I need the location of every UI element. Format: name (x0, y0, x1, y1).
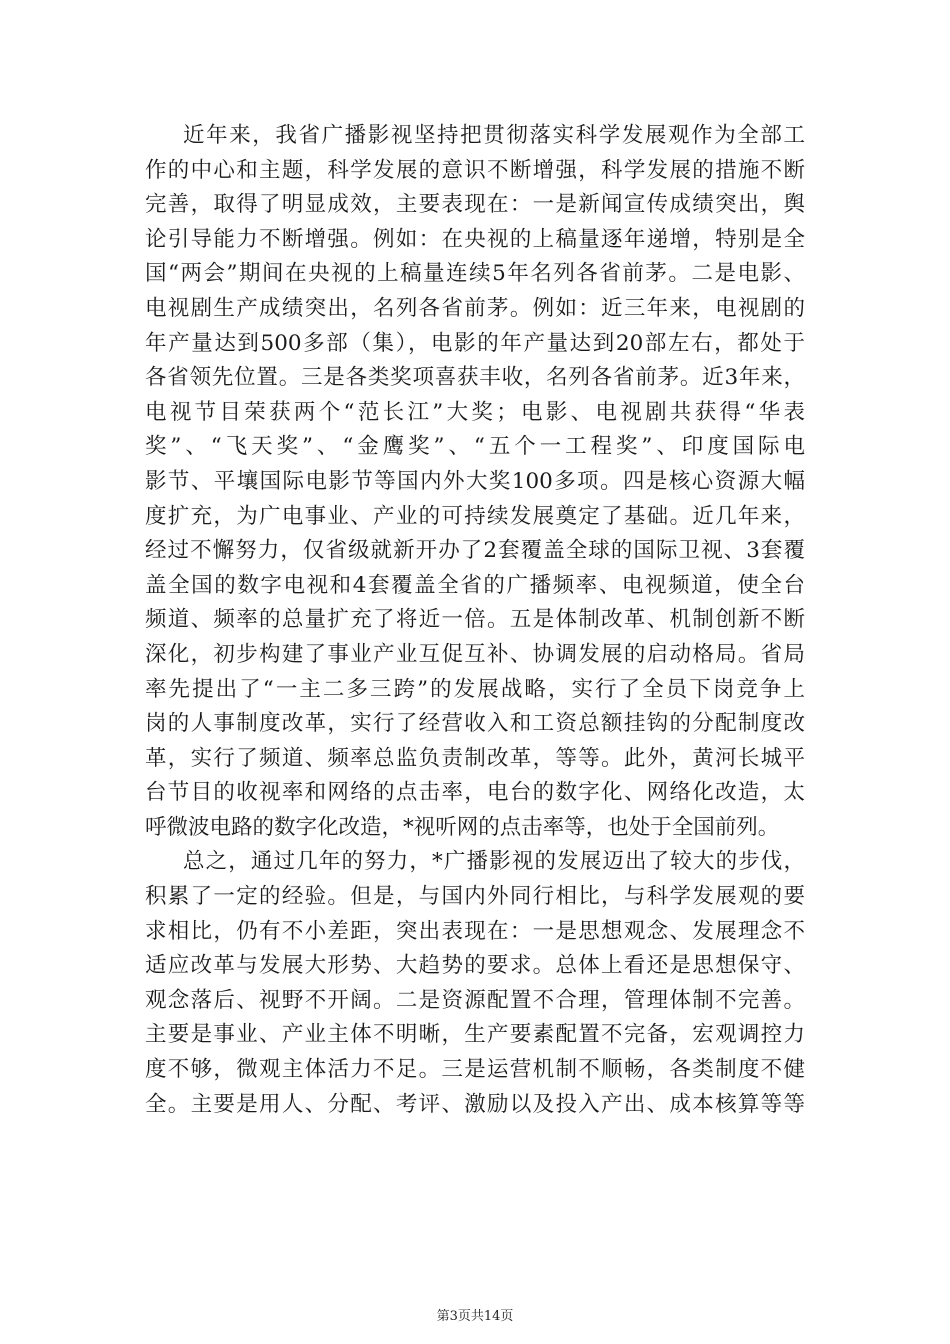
document-body (145, 119, 805, 1122)
text-line-21: 呼微波电路的数字化改造，*视听网的点击率等，也处于全国前列。 (145, 814, 780, 840)
text-line-9: 电视节目荣获两个“范长江”大奖；电影、电视剧共获得“华表 (145, 399, 805, 425)
text-line-5: 国“两会”期间在央视的上稿量连续5年名列各省前茅。二是电影、 (145, 261, 805, 287)
text-line-14: 盖全国的数字电视和4套覆盖全省的广播频率、电视频道，使全台 (145, 572, 805, 598)
text-line-17: 率先提出了“一主二多三跨”的发展战略，实行了全员下岗竞争上 (145, 676, 805, 702)
text-line-20: 台节目的收视率和网络的点击率，电台的数字化、网络化改造，太 (145, 780, 805, 806)
text-line-24: 求相比，仍有不小差距，突出表现在：一是思想观念、发展理念不 (145, 918, 805, 944)
page-number-label: 第3页共14页 (436, 1309, 514, 1324)
text-line-13: 经过不懈努力，仅省级就新开办了2套覆盖全球的国际卫视、3套覆 (145, 538, 805, 564)
text-line-28: 度不够，微观主体活力不足。三是运营机制不顺畅，各类制度不健 (145, 1057, 805, 1083)
text-line-3: 完善，取得了明显成效，主要表现在：一是新闻宣传成绩突出，舆 (145, 192, 805, 218)
text-line-2: 作的中心和主题，科学发展的意识不断增强，科学发展的措施不断 (145, 157, 805, 183)
text-line-16: 深化，初步构建了事业产业互促互补、协调发展的启动格局。省局 (145, 641, 805, 667)
page-footer (0, 1305, 950, 1324)
text-line-26: 观念落后、视野不开阔。二是资源配置不合理，管理体制不完善。 (145, 987, 805, 1013)
text-line-10: 奖”、“飞天奖”、“金鹰奖”、“五个一工程奖”、印度国际电 (145, 434, 805, 460)
text-line-23: 积累了一定的经验。但是，与国内外同行相比，与科学发展观的要 (145, 884, 805, 910)
text-line-8: 各省领先位置。三是各类奖项喜获丰收，名列各省前茅。近3年来， (145, 365, 805, 391)
text-line-19: 革，实行了频道、频率总监负责制改革，等等。此外，黄河长城平 (145, 745, 805, 771)
text-line-18: 岗的人事制度改革，实行了经营收入和工资总额挂钩的分配制度改 (145, 711, 805, 737)
text-line-29: 全。主要是用人、分配、考评、激励以及投入产出、成本核算等等 (145, 1091, 805, 1117)
text-line-22: 总之，通过几年的努力，*广播影视的发展迈出了较大的步伐， (183, 849, 805, 875)
text-line-7: 年产量达到500多部（集），电影的年产量达到20部左右，都处于 (145, 330, 805, 356)
text-line-6: 电视剧生产成绩突出，名列各省前茅。例如：近三年来，电视剧的 (145, 295, 805, 321)
text-line-11: 影节、平壤国际电影节等国内外大奖100多项。四是核心资源大幅 (145, 468, 805, 494)
text-line-15: 频道、频率的总量扩充了将近一倍。五是体制改革、机制创新不断 (145, 607, 805, 633)
text-line-25: 适应改革与发展大形势、大趋势的要求。总体上看还是思想保守、 (145, 953, 805, 979)
text-line-12: 度扩充，为广电事业、产业的可持续发展奠定了基础。近几年来， (145, 503, 805, 529)
text-line-4: 论引导能力不断增强。例如：在央视的上稿量逐年递增，特别是全 (145, 226, 805, 252)
text-line-1: 近年来，我省广播影视坚持把贯彻落实科学发展观作为全部工 (183, 123, 805, 148)
text-line-27: 主要是事业、产业主体不明晰，生产要素配置不完备，宏观调控力 (145, 1022, 805, 1048)
